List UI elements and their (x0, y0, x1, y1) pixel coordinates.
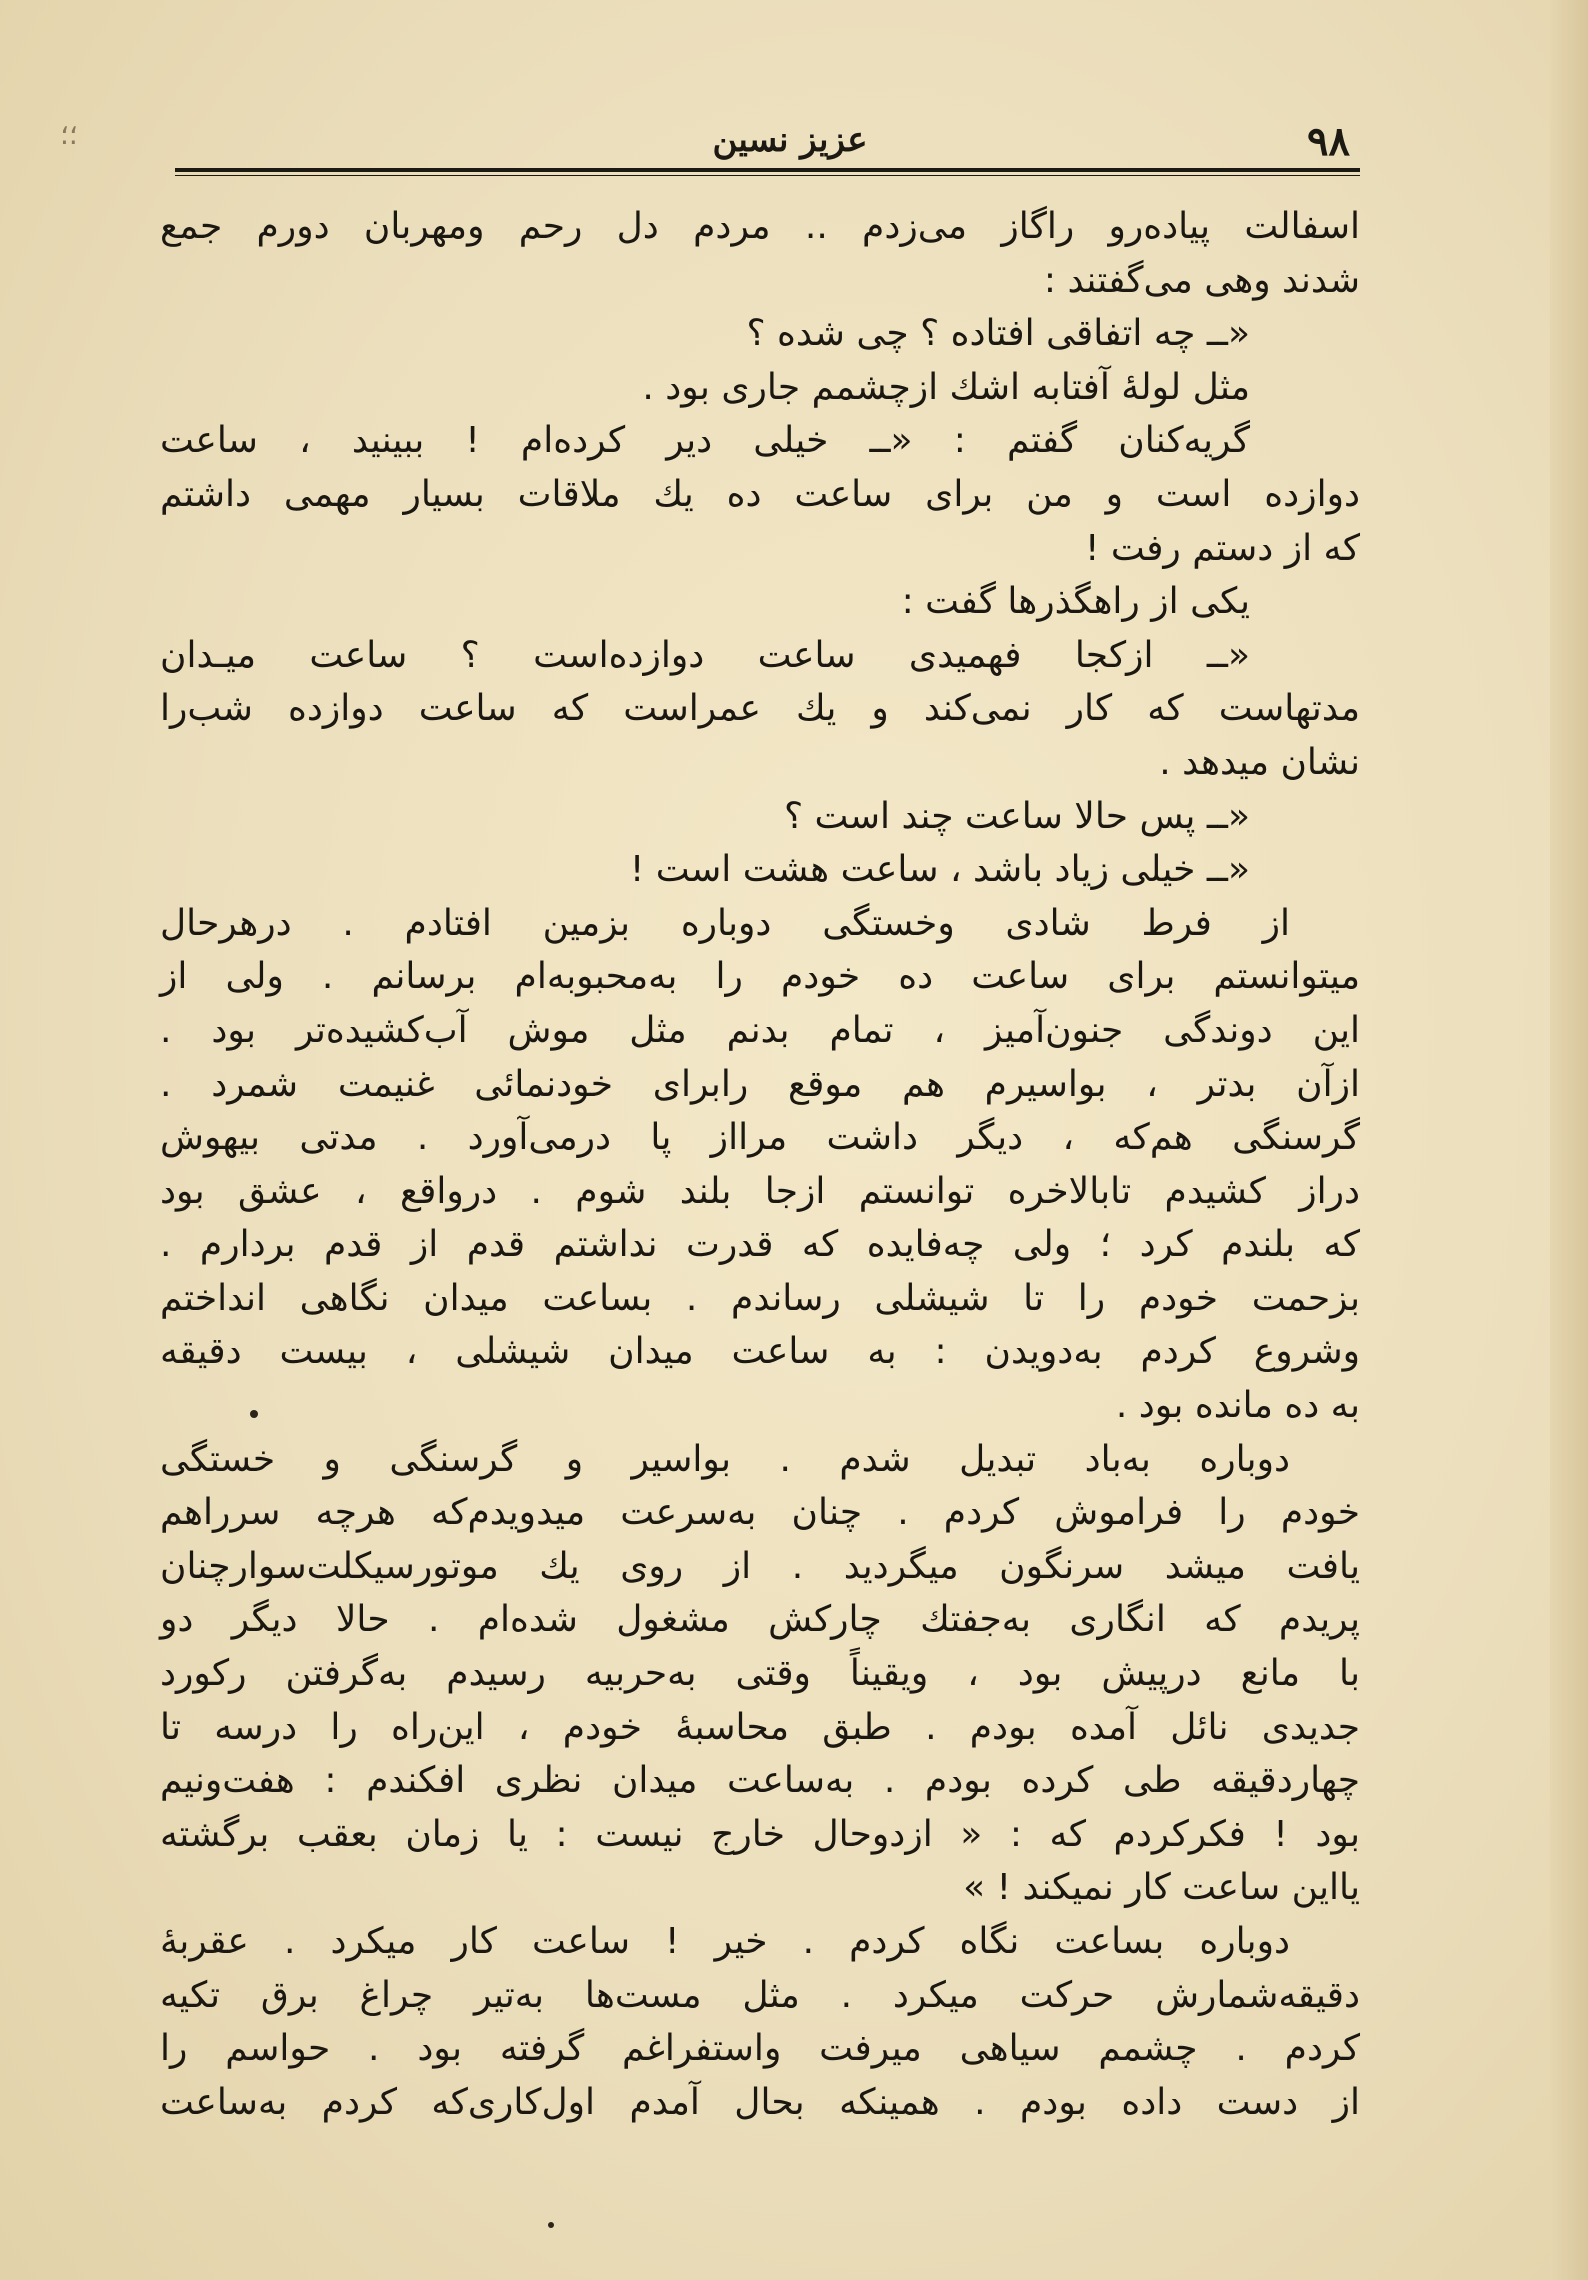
text-line: بزحمت خودم را تا شیشلی رساندم . بساعت میدان نگاهی انداختم (160, 1277, 1360, 1319)
text-line: «ــ خیلی زیاد باشد ، ساعت هشت است ! (629, 849, 1250, 891)
text-line: نشان میدهد . (1159, 741, 1360, 783)
text-line: دوازده است و من برای ساعت ده یك ملاقات بسیار مهمی داشتم (160, 473, 1360, 515)
text-line: گرسنگی هم‌که ، دیگر داشت مرااز پا درمی‌آورد . مدتی بیهوش (160, 1117, 1360, 1159)
text-line: به ده مانده بود . (1115, 1385, 1360, 1427)
text-line: که بلندم کرد ؛ ولی چه‌فایده که قدرت نداشتم قدم از قدم بردارم . (160, 1224, 1360, 1266)
text-line: دقیقه‌شمارش حرکت میکرد . مثل مست‌ها به‌تیر چراغ برق تکیه (160, 1974, 1360, 2016)
text-line: ازآن بدتر ، بواسیرم هم موقع رابرای خودنمائی غنیمت شمرد . (160, 1063, 1360, 1105)
text-line: چهاردقیقه طی کرده بودم . به‌ساعت میدان نظری افکندم : هفت‌ونیم (160, 1760, 1360, 1802)
text-line: کردم . چشمم سیاهی میرفت واستفراغم گرفته بود . حواسم را (160, 2028, 1360, 2070)
text-line: جدیدی نائل آمده بودم . طبق محاسبهٔ خودم ، این‌راه را درسه تا (160, 1706, 1360, 1748)
page-header (170, 110, 1360, 170)
text-line: که از دستم رفت ! (1085, 527, 1360, 569)
text-line: از فرط شادی وخستگی دوباره بزمین افتادم . درهرحال (160, 902, 1290, 944)
text-line: از دست داده بودم . همینکه بحال آمدم اول‌کاری‌که کردم به‌ساعت (160, 2081, 1360, 2123)
text-line: دراز کشیدم تابالاخره توانستم ازجا بلند شوم . درواقع ، عشق بود (160, 1170, 1360, 1212)
text-line: این دوندگی جنون‌آمیز ، تمام بدنم مثل موش آب‌کشیده‌تر بود . (160, 1009, 1360, 1051)
text-line: دوباره به‌باد تبدیل شدم . بواسیر و گرسنگی و خستگی (160, 1438, 1290, 1480)
text-line: میتوانستم برای ساعت ده خودم را به‌محبوبه‌ام برسانم . ولی از (160, 956, 1360, 998)
text-line: مدتهاست که کار نمی‌کند و یك عمراست که ساعت دوازده شب‌را (160, 688, 1360, 730)
text-line: اسفالت پیاده‌رو راگاز می‌زدم .. مردم دل رحم ومهربان دورم جمع (160, 206, 1360, 247)
text-line: شدند وهی می‌گفتند : (1043, 259, 1360, 301)
running-title: عزیز نسین (712, 120, 868, 160)
page-number: ۹۸ (1307, 118, 1350, 165)
header-rule (175, 168, 1360, 176)
text-line: دوباره بساعت نگاه کردم . خیر ! ساعت کار میکرد . عقربهٔ (160, 1921, 1290, 1962)
text-line: «ــ پس حالا ساعت چند است ؟ (783, 795, 1250, 837)
text-line: پریدم که انگاری به‌جفتك چارکش مشغول شده‌ام . حالا دیگر دو (160, 1599, 1360, 1641)
text-line: وشروع کردم به‌دویدن : به ساعت میدان شیشلی ، بیست دقیقه (160, 1331, 1360, 1373)
text-line: خودم را فراموش کردم . چنان به‌سرعت میدویدم‌که هرچه سرراهم (160, 1492, 1360, 1534)
text-line: گریه‌کنان گفتم : «ــ خیلی دیر کرده‌ام ! ببینید ، ساعت (160, 420, 1250, 462)
text-line: یافت میشد سرنگون میگردید . از روی یك موتورسیکلت‌سوارچنان (160, 1545, 1360, 1587)
text-line: یکی از راهگذرها گفت : (901, 581, 1250, 623)
page-edge-shadow (1550, 0, 1588, 2280)
ink-spot (548, 2222, 554, 2228)
body-text (160, 200, 1360, 2180)
ink-spot (250, 1410, 258, 1418)
text-line: یااین ساعت کار نمیکند ! » (963, 1867, 1360, 1909)
text-line: «ــ چه اتفاقی افتاده ؟ چی شده ؟ (746, 313, 1250, 355)
text-line: مثل لولهٔ آفتابه اشك ازچشمم جاری بود . (642, 366, 1250, 408)
margin-mark: ؛؛ (60, 118, 78, 151)
text-line: با مانع درپیش بود ، ویقیناً وقتی به‌حربیه رسیدم به‌گرفتن رکورد (160, 1653, 1360, 1695)
text-line: بود ! فکرکردم که : « ازدوحال خارج نیست : یا زمان بعقب برگشته (160, 1813, 1360, 1855)
text-line: «ــ ازکجا فهمیدی ساعت دوازده‌است ؟ ساعت میـدان (160, 634, 1250, 676)
